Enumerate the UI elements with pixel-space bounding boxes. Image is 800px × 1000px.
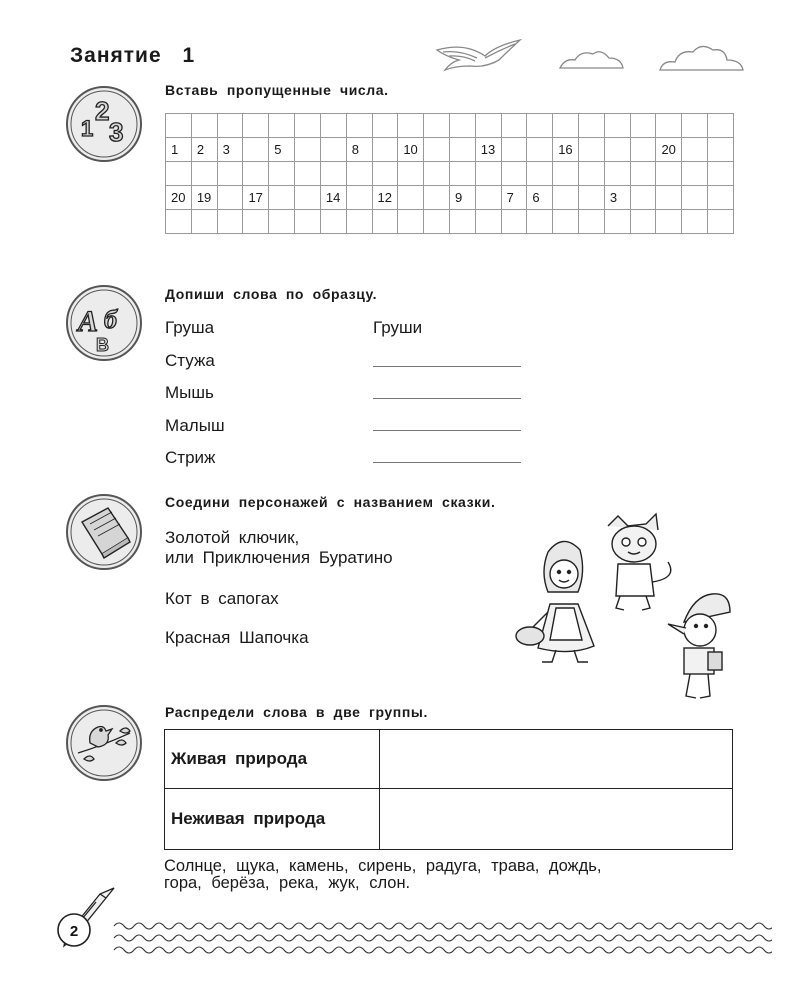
words-list <box>164 858 736 892</box>
grid-row <box>166 162 734 186</box>
answer-line[interactable] <box>373 398 521 399</box>
example-answer: Груши <box>373 318 423 337</box>
grid-cell-empty[interactable] <box>166 210 192 234</box>
grid-cell-empty[interactable] <box>527 138 553 162</box>
bird-and-clouds-decoration <box>425 36 755 80</box>
grid-cell-empty[interactable] <box>320 114 346 138</box>
nature-badge-icon <box>64 703 144 783</box>
grid-cell-empty[interactable] <box>191 114 217 138</box>
group-living-label: Живая природа <box>165 730 380 789</box>
grid-cell-empty[interactable] <box>243 210 269 234</box>
badge-letter: А <box>78 305 99 338</box>
story-line: или Приключения Буратино <box>165 548 393 567</box>
grid-cell-number: 10 <box>398 138 424 162</box>
letters-badge-icon <box>64 283 144 363</box>
grid-cell-empty[interactable] <box>346 114 372 138</box>
task4-title: Распредели слова в две группы. <box>165 704 428 720</box>
word-item: Малыш <box>165 416 225 435</box>
grid-cell-empty[interactable] <box>449 138 475 162</box>
grid-cell-empty[interactable] <box>475 162 501 186</box>
grid-row <box>166 210 734 234</box>
wave-line <box>114 947 772 953</box>
grid-cell-empty[interactable] <box>579 210 605 234</box>
grid-cell-empty[interactable] <box>424 114 450 138</box>
grid-cell-number: 7 <box>501 186 527 210</box>
grid-cell-empty[interactable] <box>320 138 346 162</box>
word-item: Стужа <box>165 351 215 370</box>
answer-line[interactable] <box>373 462 521 463</box>
grid-cell-empty[interactable] <box>191 162 217 186</box>
grid-cell-empty[interactable] <box>295 114 321 138</box>
example-word: Груша <box>165 318 215 337</box>
grid-cell-empty[interactable] <box>372 114 398 138</box>
grid-cell-number: 2 <box>191 138 217 162</box>
grid-cell-empty[interactable] <box>682 162 708 186</box>
grid-cell-empty[interactable] <box>449 114 475 138</box>
story-line: Золотой ключик, <box>165 528 300 547</box>
grid-cell-empty[interactable] <box>579 138 605 162</box>
grid-cell-empty[interactable] <box>682 210 708 234</box>
grid-cell-number: 8 <box>346 138 372 162</box>
grid-cell-number: 20 <box>656 138 682 162</box>
numbers-badge-icon <box>64 84 144 164</box>
grid-cell-empty[interactable] <box>424 186 450 210</box>
grid-cell-empty[interactable] <box>682 114 708 138</box>
grid-cell-empty[interactable] <box>320 162 346 186</box>
grid-cell-empty[interactable] <box>656 162 682 186</box>
page-number-badge <box>44 884 120 956</box>
grid-cell-empty[interactable] <box>243 162 269 186</box>
grid-cell-number: 12 <box>372 186 398 210</box>
grid-cell-empty[interactable] <box>501 210 527 234</box>
book-badge-icon <box>64 492 144 572</box>
grid-cell-empty[interactable] <box>604 114 630 138</box>
grid-cell-empty[interactable] <box>527 114 553 138</box>
grid-cell-empty[interactable] <box>553 162 579 186</box>
story-option-puss-in-boots[interactable]: Кот в сапогах <box>165 589 279 608</box>
cloud-icon <box>660 46 743 70</box>
grid-cell-empty[interactable] <box>346 186 372 210</box>
task3-title: Соедини персонажей с названием сказки. <box>165 494 496 510</box>
grid-cell-empty[interactable] <box>708 114 734 138</box>
grid-cell-number: 17 <box>243 186 269 210</box>
grid-cell-empty[interactable] <box>527 162 553 186</box>
grid-cell-empty[interactable] <box>372 162 398 186</box>
grid-cell-empty[interactable] <box>166 114 192 138</box>
grid-row <box>166 138 734 162</box>
word-item: Мышь <box>165 383 214 402</box>
badge-digit: 2 <box>95 96 110 126</box>
task2-title: Допиши слова по образцу. <box>165 286 378 302</box>
grid-cell-empty[interactable] <box>269 186 295 210</box>
grid-cell-empty[interactable] <box>475 186 501 210</box>
group-nonliving-label: Неживая природа <box>165 789 380 850</box>
grid-cell-number: 16 <box>553 138 579 162</box>
words-line: гора, берёза, река, жук, слон. <box>164 874 411 892</box>
story-option-buratino[interactable] <box>165 528 393 568</box>
characters-illustration <box>508 512 748 707</box>
grid-cell-empty[interactable] <box>553 186 579 210</box>
grid-cell-number: 5 <box>269 138 295 162</box>
grid-cell-empty[interactable] <box>372 138 398 162</box>
grid-cell-number: 20 <box>166 186 192 210</box>
grid-cell-empty[interactable] <box>166 162 192 186</box>
grid-cell-empty[interactable] <box>346 210 372 234</box>
pinocchio-character[interactable] <box>668 594 730 698</box>
grid-cell-empty[interactable] <box>604 138 630 162</box>
group-living-answer-cell[interactable] <box>380 730 733 789</box>
grid-cell-empty[interactable] <box>424 210 450 234</box>
grid-cell-empty[interactable] <box>501 138 527 162</box>
lesson-number: 1 <box>182 44 196 67</box>
grid-cell-empty[interactable] <box>243 114 269 138</box>
badge-digit: 1 <box>81 116 94 141</box>
badge-letter: б <box>104 305 117 334</box>
grid-cell-empty[interactable] <box>269 162 295 186</box>
grid-cell-empty[interactable] <box>630 138 656 162</box>
task1-title: Вставь пропущенные числа. <box>165 82 389 98</box>
grid-cell-empty[interactable] <box>656 186 682 210</box>
grid-cell-empty[interactable] <box>398 114 424 138</box>
grid-cell-empty[interactable] <box>708 162 734 186</box>
wave-decoration <box>112 918 772 960</box>
grid-cell-empty[interactable] <box>475 114 501 138</box>
grid-cell-empty[interactable] <box>191 210 217 234</box>
grid-cell-empty[interactable] <box>553 210 579 234</box>
badge-digit: 3 <box>109 117 124 147</box>
grid-cell-empty[interactable] <box>630 114 656 138</box>
grid-cell-empty[interactable] <box>604 162 630 186</box>
number-grid <box>165 113 734 234</box>
grid-cell-number: 19 <box>191 186 217 210</box>
grid-cell-empty[interactable] <box>320 210 346 234</box>
grid-cell-empty[interactable] <box>269 114 295 138</box>
grid-cell-empty[interactable] <box>217 162 243 186</box>
grid-row <box>166 114 734 138</box>
grid-cell-empty[interactable] <box>424 138 450 162</box>
puss-in-boots-character[interactable] <box>608 514 671 610</box>
grid-cell-empty[interactable] <box>656 114 682 138</box>
page-number: 2 <box>69 923 79 940</box>
grid-cell-empty[interactable] <box>217 114 243 138</box>
grid-cell-empty[interactable] <box>449 210 475 234</box>
grid-cell-empty[interactable] <box>449 162 475 186</box>
grid-cell-empty[interactable] <box>295 186 321 210</box>
grid-cell-empty[interactable] <box>295 210 321 234</box>
grid-cell-empty[interactable] <box>630 162 656 186</box>
grid-cell-empty[interactable] <box>372 210 398 234</box>
grid-cell-empty[interactable] <box>527 210 553 234</box>
grid-cell-empty[interactable] <box>579 114 605 138</box>
grid-cell-number: 13 <box>475 138 501 162</box>
grid-cell-empty[interactable] <box>708 186 734 210</box>
grid-cell-number: 9 <box>449 186 475 210</box>
grid-cell-empty[interactable] <box>398 186 424 210</box>
grid-cell-empty[interactable] <box>630 210 656 234</box>
grid-cell-empty[interactable] <box>708 138 734 162</box>
grid-cell-number: 3 <box>217 138 243 162</box>
grid-cell-empty[interactable] <box>553 114 579 138</box>
bird-icon <box>437 40 520 70</box>
story-option-red-riding-hood[interactable]: Красная Шапочка <box>165 628 309 647</box>
badge-letter: В <box>96 335 109 355</box>
grid-cell-number: 3 <box>604 186 630 210</box>
grid-cell-empty[interactable] <box>604 210 630 234</box>
red-riding-hood-character[interactable] <box>516 541 594 662</box>
answer-line[interactable] <box>373 430 521 431</box>
answer-line[interactable] <box>373 366 521 367</box>
grid-cell-number: 1 <box>166 138 192 162</box>
grid-cell-empty[interactable] <box>398 210 424 234</box>
grid-cell-empty[interactable] <box>501 114 527 138</box>
grid-cell-empty[interactable] <box>501 162 527 186</box>
wave-line <box>114 935 772 941</box>
grid-row <box>166 186 734 210</box>
grid-cell-number: 6 <box>527 186 553 210</box>
grid-cell-empty[interactable] <box>630 186 656 210</box>
grid-cell-empty[interactable] <box>424 162 450 186</box>
cloud-icon <box>560 52 623 68</box>
grid-cell-empty[interactable] <box>682 138 708 162</box>
grid-cell-empty[interactable] <box>579 162 605 186</box>
word-item: Стриж <box>165 448 216 467</box>
grid-cell-empty[interactable] <box>217 186 243 210</box>
lesson-label: Занятие <box>70 44 162 67</box>
grid-cell-empty[interactable] <box>243 138 269 162</box>
groups-table <box>164 729 733 850</box>
words-line: Солнце, щука, камень, сирень, радуга, трава, дождь, <box>164 857 602 875</box>
grid-cell-empty[interactable] <box>217 210 243 234</box>
grid-cell-empty[interactable] <box>656 210 682 234</box>
grid-cell-empty[interactable] <box>708 210 734 234</box>
grid-cell-empty[interactable] <box>295 138 321 162</box>
grid-cell-empty[interactable] <box>398 162 424 186</box>
lesson-title <box>70 44 195 68</box>
wave-line <box>114 923 772 929</box>
grid-cell-empty[interactable] <box>579 186 605 210</box>
grid-cell-empty[interactable] <box>682 186 708 210</box>
grid-cell-number: 14 <box>320 186 346 210</box>
grid-cell-empty[interactable] <box>475 210 501 234</box>
grid-cell-empty[interactable] <box>346 162 372 186</box>
grid-cell-empty[interactable] <box>269 210 295 234</box>
grid-cell-empty[interactable] <box>295 162 321 186</box>
group-nonliving-answer-cell[interactable] <box>380 789 733 850</box>
